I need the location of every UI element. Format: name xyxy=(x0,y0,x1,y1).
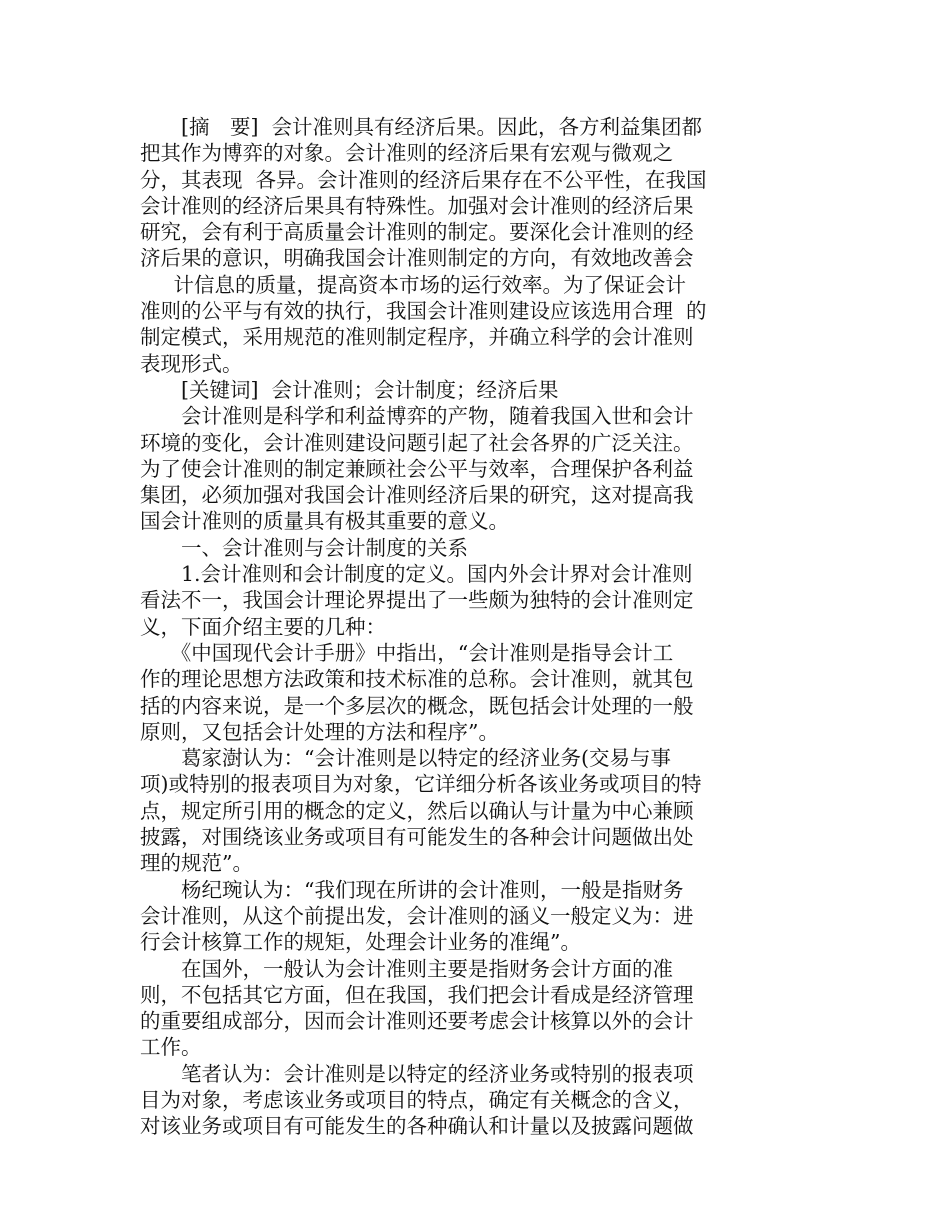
text-line: 分，其表现 各异。会计准则的经济后果存在不公平性，在我国 xyxy=(140,167,707,192)
text-line: 一、会计准则与会计制度的关系 xyxy=(140,535,468,560)
text-line: 会计准则的经济后果具有特殊性。加强对会计准则的经济后果 xyxy=(140,193,694,218)
text-line: [摘 要] 会计准则具有经济后果。因此，各方利益集团都 xyxy=(140,115,703,139)
text-line: 计信息的质量，提高资本市场的运行效率。为了保证会计 xyxy=(140,272,687,297)
text-line: 研究，会有利于高质量会计准则的制定。要深化会计准则的经 xyxy=(140,220,694,245)
text-line: 济后果的意识，明确我国会计准则制定的方向，有效地改善会 xyxy=(140,246,694,271)
text-line: 会计准则，从这个前提出发，会计准则的涵义一般定义为：进 xyxy=(140,903,694,928)
text-line: 制定模式，采用规范的准则制定程序，并确立科学的会计准则 xyxy=(140,325,694,350)
article-body xyxy=(140,114,750,1140)
text-line: 工作。 xyxy=(140,1035,202,1060)
text-line: 准则的公平与有效的执行，我国会计准则建设应该选用合理 的 xyxy=(140,299,707,324)
text-line: 表现形式。 xyxy=(140,351,243,376)
text-line: 括的内容来说，是一个多层次的概念，既包括会计处理的一般 xyxy=(140,693,694,718)
text-line: 披露，对围绕该业务或项目有可能发生的各种会计问题做出处 xyxy=(140,825,694,850)
text-line: 看法不一，我国会计理论界提出了一些颇为独特的会计准则定 xyxy=(140,588,694,613)
text-line: 作的理论思想方法政策和技术标准的总称。会计准则，就其包 xyxy=(140,667,694,692)
text-line: 会计准则是科学和利益博弈的产物，随着我国入世和会计 xyxy=(140,404,694,429)
text-line: 在国外，一般认为会计准则主要是指财务会计方面的准 xyxy=(140,956,673,981)
text-line: 对该业务或项目有可能发生的各种确认和计量以及披露问题做 xyxy=(140,1114,694,1139)
text-line: 国会计准则的质量具有极其重要的意义。 xyxy=(140,509,509,534)
text-line: 1.会计准则和会计制度的定义。国内外会计界对会计准则 xyxy=(140,562,693,587)
text-line: 杨纪琬认为：“我们现在所讲的会计准则，一般是指财务 xyxy=(140,877,684,902)
text-line: 环境的变化，会计准则建设问题引起了社会各界的广泛关注。 xyxy=(140,430,694,455)
text-line: 目为对象，考虑该业务或项目的特点，确定有关概念的含义， xyxy=(140,1087,694,1112)
text-line: 项)或特别的报表项目为对象，它详细分析各该业务或项目的特 xyxy=(140,772,702,797)
text-line: 为了使会计准则的制定兼顾社会公平与效率，合理保护各利益 xyxy=(140,456,694,481)
text-line: 原则，又包括会计处理的方法和程序”。 xyxy=(140,719,499,744)
text-line: 义，下面介绍主要的几种： xyxy=(140,614,386,639)
text-line: 笔者认为：会计准则是以特定的经济业务或特别的报表项 xyxy=(140,1061,694,1086)
text-line: 则，不包括其它方面，但在我国，我们把会计看成是经济管理 xyxy=(140,982,694,1007)
text-line: 的重要组成部分，因而会计准则还要考虑会计核算以外的会计 xyxy=(140,1009,694,1034)
text-line: 《中国现代会计手册》中指出，“会计准则是指导会计工 xyxy=(140,640,674,665)
text-line: [关键词] 会计准则；会计制度；经济后果 xyxy=(140,377,559,402)
text-line: 葛家澍认为：“会计准则是以特定的经济业务(交易与事 xyxy=(140,746,671,771)
text-line: 点，规定所引用的概念的定义，然后以确认与计量为中心兼顾 xyxy=(140,798,694,823)
text-line: 理的规范”。 xyxy=(140,851,253,876)
text-line: 行会计核算工作的规矩，处理会计业务的准绳”。 xyxy=(140,930,581,955)
text-line: 集团，必须加强对我国会计准则经济后果的研究，这对提高我 xyxy=(140,483,694,508)
text-line: 把其作为博弈的对象。会计准则的经济后果有宏观与微观之 xyxy=(140,141,673,166)
